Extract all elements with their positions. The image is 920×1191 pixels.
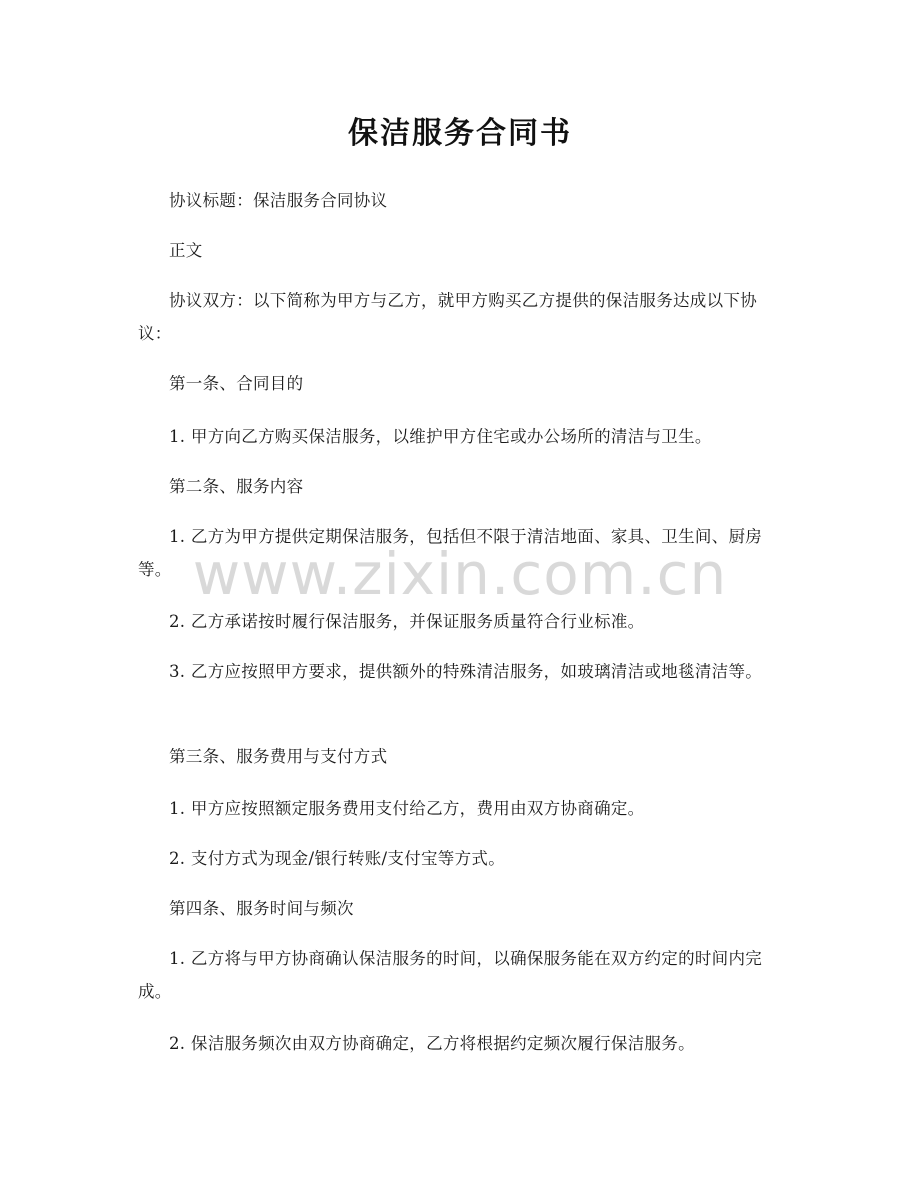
- document-title: 保洁服务合同书: [348, 116, 572, 151]
- article-1-clause-1: 1. 甲方向乙方购买保洁服务，以维护甲方住宅或办公场所的清洁与卫生。: [169, 427, 712, 446]
- article-4-clause-1: 1. 乙方将与甲方协商确认保洁服务的时间，以确保服务能在双方约定的时间内完成。: [138, 949, 763, 1001]
- article-3-clause-1: 1. 甲方应按照额定服务费用支付给乙方，费用由双方协商确定。: [169, 799, 645, 818]
- body-heading: 正文: [169, 241, 203, 260]
- site-watermark: www.zixin.com.cn: [192, 540, 728, 608]
- article-2-clause-2: 2. 乙方承诺按时履行保洁服务，并保证服务质量符合行业标准。: [169, 612, 645, 631]
- parties-paragraph: 协议双方：以下简称为甲方与乙方，就甲方购买乙方提供的保洁服务达成以下协议：: [138, 291, 757, 343]
- article-4-heading: 第四条、服务时间与频次: [169, 899, 354, 918]
- article-2-heading: 第二条、服务内容: [169, 477, 304, 496]
- article-2-clause-1: 1. 乙方为甲方提供定期保洁服务，包括但不限于清洁地面、家具、卫生间、厨房等。: [138, 527, 763, 579]
- article-4-clause-2: 2. 保洁服务频次由双方协商确定，乙方将根据约定频次履行保洁服务。: [169, 1034, 695, 1053]
- agreement-title-line: 协议标题：保洁服务合同协议: [169, 191, 388, 210]
- article-3-clause-2: 2. 支付方式为现金/银行转账/支付宝等方式。: [169, 849, 506, 868]
- article-3-heading: 第三条、服务费用与支付方式: [169, 747, 388, 766]
- article-1-heading: 第一条、合同目的: [169, 374, 304, 393]
- article-2-clause-3: 3. 乙方应按照甲方要求，提供额外的特殊清洁服务，如玻璃清洁或地毯清洁等。: [169, 662, 763, 681]
